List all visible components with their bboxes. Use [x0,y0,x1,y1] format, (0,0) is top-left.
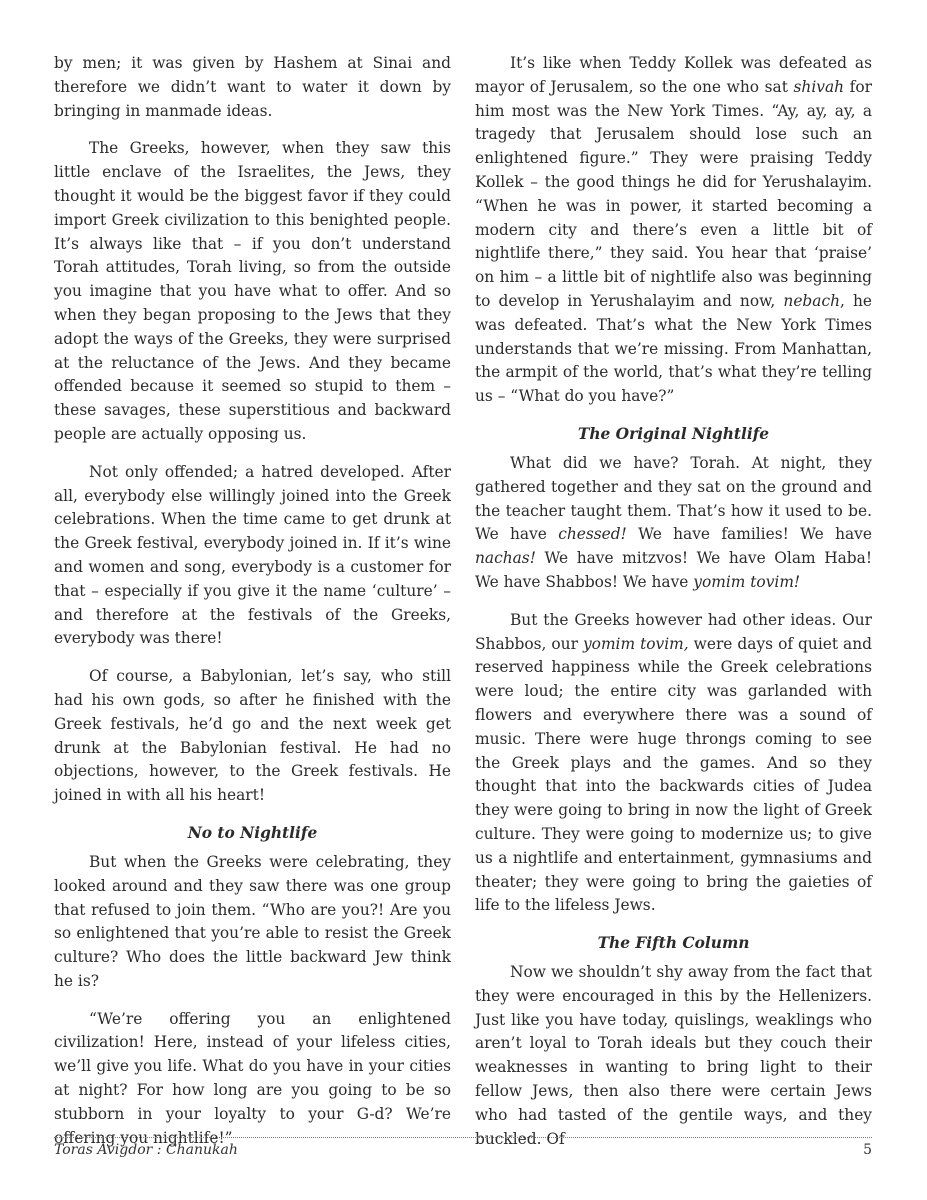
text-run: were days of quiet and reserved happiness while the Greek celebrations were loud; the entire city was garlanded with flowers and everywhere there was a sound of music. There were huge throngs coming to see the Greek plays and the games. And so they thought that into the backwards cities of Judea they were going to bring in now the light of Greek culture. They were going to modernize us; to give us a nightlife and entertainment, gymnasiums and theater; they were going to bring the gaieties of life to the lifeless Jews. [475,634,872,915]
text-run: What did we have? Torah. At night, they gathered together and they sat on the ground and the teacher taught them. That’s how it used to be. We have [475,453,872,544]
text-run: But the Greeks however had other ideas. Our Shabbos, our [475,610,872,653]
section-heading-no-to-nightlife: No to Nightlife [187,823,318,842]
paragraph [475,609,872,918]
italic-term: shivah [793,77,845,96]
paragraph: Not only offended; a hatred developed. After all, everybody else willingly joined into the Greek celebrations. When the time came to get drunk at the Greek festival, everybody joined in. If it’s wine and women and song, everybody is a customer for that – especially if you give it the name ‘culture’ – and therefore at the festivals of the Greeks, everybody was there! [54,462,451,648]
page-body [54,52,872,1148]
footer-title: Toras Avigdor : Chanukah [54,1142,238,1158]
italic-term: nachas! [475,549,536,568]
text-run: for him most was the New York Times. “Ay, ay, ay, a tragedy that Jerusalem should lose such an enlightened figure.” They were praising Teddy Kollek – the good things he did for Yerushalayim. “When he was in power, it started becoming a modern city and there’s even a little bit of nightlife there,” they said. You hear that ‘praise’ on him – a little bit of nightlife also was beginning to develop in Yerushalayim and now, [475,77,872,310]
paragraph: Now we shouldn’t shy away from the fact that they were encouraged in this by the Hellenizers. Just like you have today, quislings, weaklings who aren’t loyal to Torah ideals but they couch their weaknesses in wanting to bring light to their fellow Jews, then also there were certain Jews who had tasted of the gentile ways, and they buckled. Of [475,963,872,1148]
right-column [475,52,872,1148]
page-number: 5 [863,1142,872,1158]
italic-term: yomim tovim! [693,572,801,591]
paragraph: “We’re offering you an enlightened civilization! Here, instead of your lifeless cities, we’ll give you life. What do you have in your cities at night? For how long are you going to be so stubborn in your loyalty to your G-d? We’re offering you nightlife!” [54,1009,451,1147]
section-heading-fifth-column: The Fifth Column [597,934,750,953]
italic-term: chessed! [558,525,627,544]
paragraph [475,452,872,595]
paragraph: The Greeks, however, when they saw this little enclave of the Israelites, the Jews, they thought it would be the biggest favor if they could import Greek civilization to this benighted people. It’s always like that – if you don’t understand Torah attitudes, Torah living, so from the outside you imagine that you have what to offer. And so when they began proposing to the Jews that they adopt the ways of the Greeks, they were surprised at the reluctance of the Jews. And they became offended because it seemed so stupid to them – these savages, these superstitious and backward people are actually opposing us. [54,139,451,443]
left-column [54,52,451,1147]
page-footer [54,1137,872,1158]
text-run: We have mitzvos! We have Olam Haba! We have Shabbos! We have [475,549,872,591]
section-heading-original-nightlife: The Original Nightlife [577,424,770,443]
paragraph: by men; it was given by Hashem at Sinai and therefore we didn’t want to water it down by bringing in manmade ideas. [54,54,451,120]
italic-term: yomim tovim, [582,634,689,653]
italic-term: nebach [783,291,840,310]
text-run: It’s like when Teddy Kollek was defeated as mayor of Jerusalem, so the one who sat [475,54,872,96]
text-run: We have families! We have [626,525,872,544]
text-run: , he was defeated. That’s what the New York Times understands that we’re missing. From Manhattan, the armpit of the world, that’s what they’re telling us – “What do you have?” [475,291,872,406]
paragraph: But when the Greeks were celebrating, they looked around and they saw there was one group that refused to join them. “Who are you?! Are you so enlightened that you’re able to resist the Greek culture? Who does the little backward Jew think he is? [54,852,451,990]
paragraph: Of course, a Babylonian, let’s say, who still had his own gods, so after he finished with the Greek festivals, he’d go and the next week get drunk at the Babylonian festival. He had no objections, however, to the Greek festivals. He joined in with all his heart! [54,667,451,805]
paragraph [475,52,872,409]
